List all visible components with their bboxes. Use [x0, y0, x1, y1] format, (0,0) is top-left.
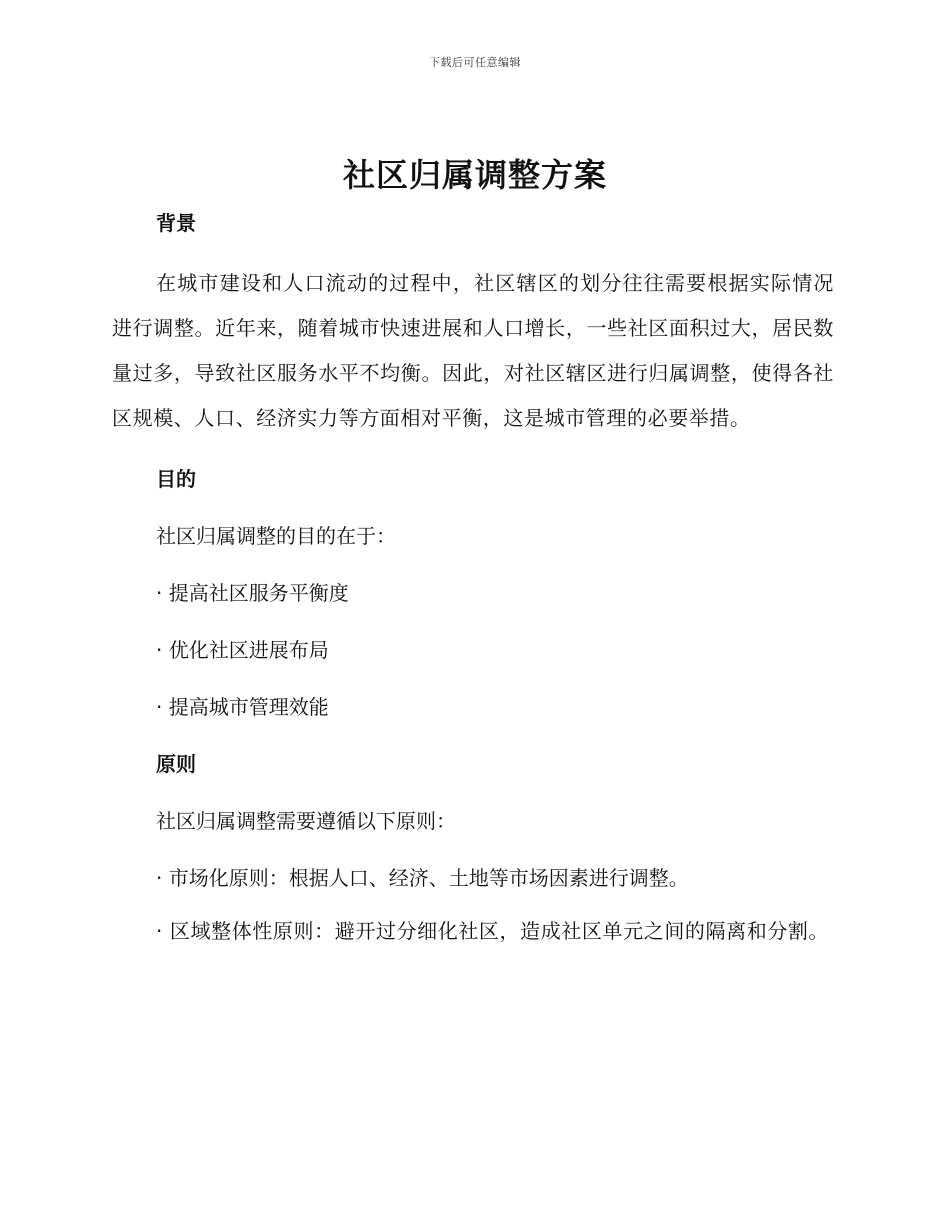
- background-paragraph: 在城市建设和人口流动的过程中，社区辖区的划分往往需要根据实际情况进行调整。近年来，随着城市快速进展和人口增长，一些社区面积过大，居民数量过多，导致社区服务水平不均衡。因此，对社区辖区进行归属调整，使得各社区规模、人口、经济实力等方面相对平衡，这是城市管理的必要举措。: [112, 271, 834, 430]
- principles-item: · 区域整体性原则：避开过分细化社区，造成社区单元之间的隔离和分割。: [156, 919, 830, 943]
- purpose-item: · 提高社区服务平衡度: [156, 581, 349, 605]
- principles-intro: 社区归属调整需要遵循以下原则：: [156, 809, 456, 833]
- document-title: 社区归属调整方案: [342, 156, 607, 194]
- document-body: [112, 205, 834, 954]
- section-heading-principles: 原则: [156, 752, 196, 776]
- principles-item: · 市场化原则：根据人口、经济、土地等市场因素进行调整。: [156, 866, 689, 890]
- section-heading-background: 背景: [156, 211, 196, 235]
- purpose-item: · 提高城市管理效能: [156, 695, 329, 719]
- purpose-item: · 优化社区进展布局: [156, 638, 329, 662]
- header-note: 下载后可任意编辑: [429, 56, 521, 69]
- purpose-intro: 社区归属调整的目的在于：: [156, 524, 396, 548]
- section-heading-purpose: 目的: [156, 467, 196, 491]
